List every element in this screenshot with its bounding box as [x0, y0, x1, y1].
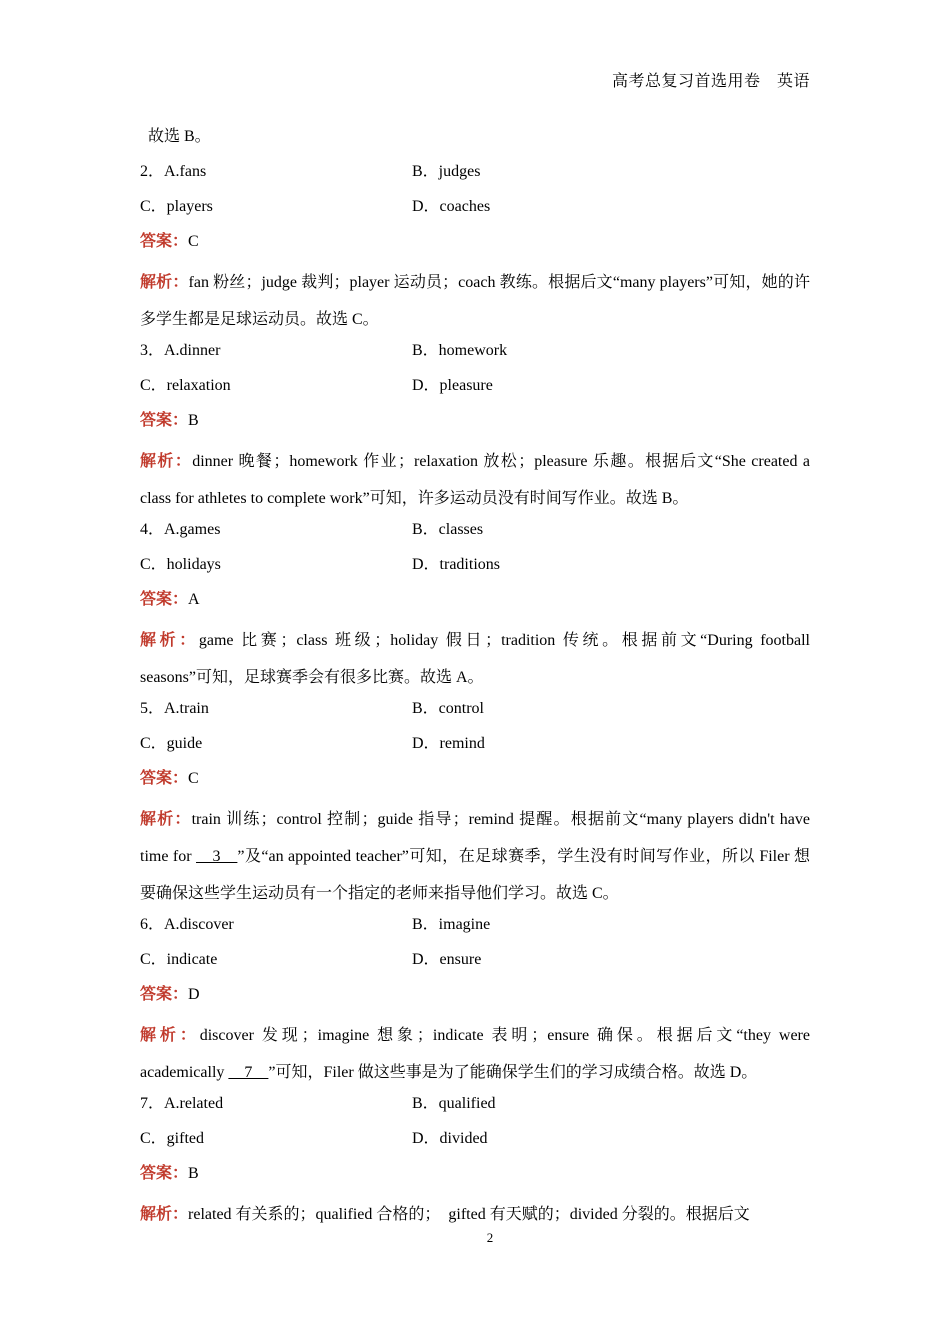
analysis-label: 解析： — [140, 632, 199, 649]
option-c: C．gifted — [140, 1130, 204, 1147]
option-a: 5．A.train — [140, 700, 209, 717]
option-d: D．traditions — [412, 556, 500, 573]
answer-label: 答案： — [140, 770, 189, 787]
option-c: C．holidays — [140, 556, 221, 573]
blank-reference: 7 — [228, 1064, 269, 1081]
answer-value: D — [188, 986, 200, 1003]
analysis-label: 解析： — [140, 1027, 200, 1044]
analysis-text: discover 发现；imagine 想象；indicate 表明；ensure 确保。根据后文“they were academically — [140, 1027, 810, 1081]
question-2 — [140, 159, 810, 338]
answer-label: 答案： — [140, 1165, 189, 1182]
analysis-text: fan 粉丝；judge 裁判；player 运动员；coach 教练。根据后文“many players”可知，她的许多学生都是足球运动员。故选 C。 — [140, 274, 810, 328]
page-header: 高考总复习首选用卷 英语 — [611, 73, 810, 90]
option-a: 2．A.fans — [140, 163, 207, 180]
question-5 — [140, 696, 810, 912]
option-b: B．control — [412, 700, 484, 717]
answer-value: B — [188, 1165, 199, 1182]
answer-label: 答案： — [140, 412, 189, 429]
analysis-label: 解析： — [140, 274, 189, 291]
answer-value: A — [188, 591, 200, 608]
analysis-label: 解析： — [140, 1206, 189, 1223]
analysis-text-continued: ”及“an appointed teacher”可知，在足球赛季，学生没有时间写作业，所以 Filer 想要确保这些学生运动员有一个指定的老师来指导他们学习。故选 C。 — [140, 848, 811, 902]
answer-value: B — [188, 412, 199, 429]
answer-value: C — [188, 770, 199, 787]
option-b: B．judges — [412, 163, 481, 180]
page-number: 2 — [486, 1230, 494, 1245]
option-c: C．relaxation — [140, 377, 231, 394]
option-b: B．imagine — [412, 916, 491, 933]
question-6 — [140, 912, 810, 1091]
option-c: C．indicate — [140, 951, 218, 968]
intro-line: 故选 B。 — [148, 128, 211, 145]
answer-value: C — [188, 233, 199, 250]
analysis-label: 解析： — [140, 811, 192, 828]
option-a: 4．A.games — [140, 521, 221, 538]
option-d: D．divided — [412, 1130, 488, 1147]
option-c: C．players — [140, 198, 213, 215]
analysis-text: game 比赛；class 班级；holiday 假日；tradition 传统。根据前文“During football seasons”可知，足球赛季会有很多比赛。故选 A。 — [140, 632, 810, 686]
option-a: 3．A.dinner — [140, 342, 221, 359]
analysis-text: dinner 晚餐；homework 作业；relaxation 放松；pleasure 乐趣。根据后文“She created a class for athletes to complete work”可知，许多运动员没有时间写作业。故选 B。 — [140, 453, 810, 507]
question-7 — [140, 1091, 810, 1233]
analysis-text: related 有关系的；qualified 合格的； gifted 有天赋的；divided 分裂的。根据后文 — [188, 1206, 750, 1223]
option-b: B．homework — [412, 342, 508, 359]
answer-label: 答案： — [140, 986, 189, 1003]
option-a: 7．A.related — [140, 1095, 224, 1112]
question-4 — [140, 517, 810, 696]
blank-reference: 3 — [196, 848, 238, 865]
analysis-text: train 训练；control 控制；guide 指导；remind 提醒。根据前文“many players didn't have time for — [140, 811, 810, 865]
option-d: D．coaches — [412, 198, 491, 215]
document-body — [140, 124, 810, 1233]
analysis-label: 解析： — [140, 453, 193, 470]
option-c: C．guide — [140, 735, 203, 752]
option-d: D．ensure — [412, 951, 482, 968]
answer-label: 答案： — [140, 591, 189, 608]
option-d: D．pleasure — [412, 377, 493, 394]
option-b: B．qualified — [412, 1095, 496, 1112]
option-a: 6．A.discover — [140, 916, 234, 933]
option-d: D．remind — [412, 735, 485, 752]
question-3 — [140, 338, 810, 517]
analysis-text-continued: ”可知，Filer 做这些事是为了能确保学生们的学习成绩合格。故选 D。 — [268, 1064, 758, 1081]
answer-label: 答案： — [140, 233, 189, 250]
option-b: B．classes — [412, 521, 484, 538]
